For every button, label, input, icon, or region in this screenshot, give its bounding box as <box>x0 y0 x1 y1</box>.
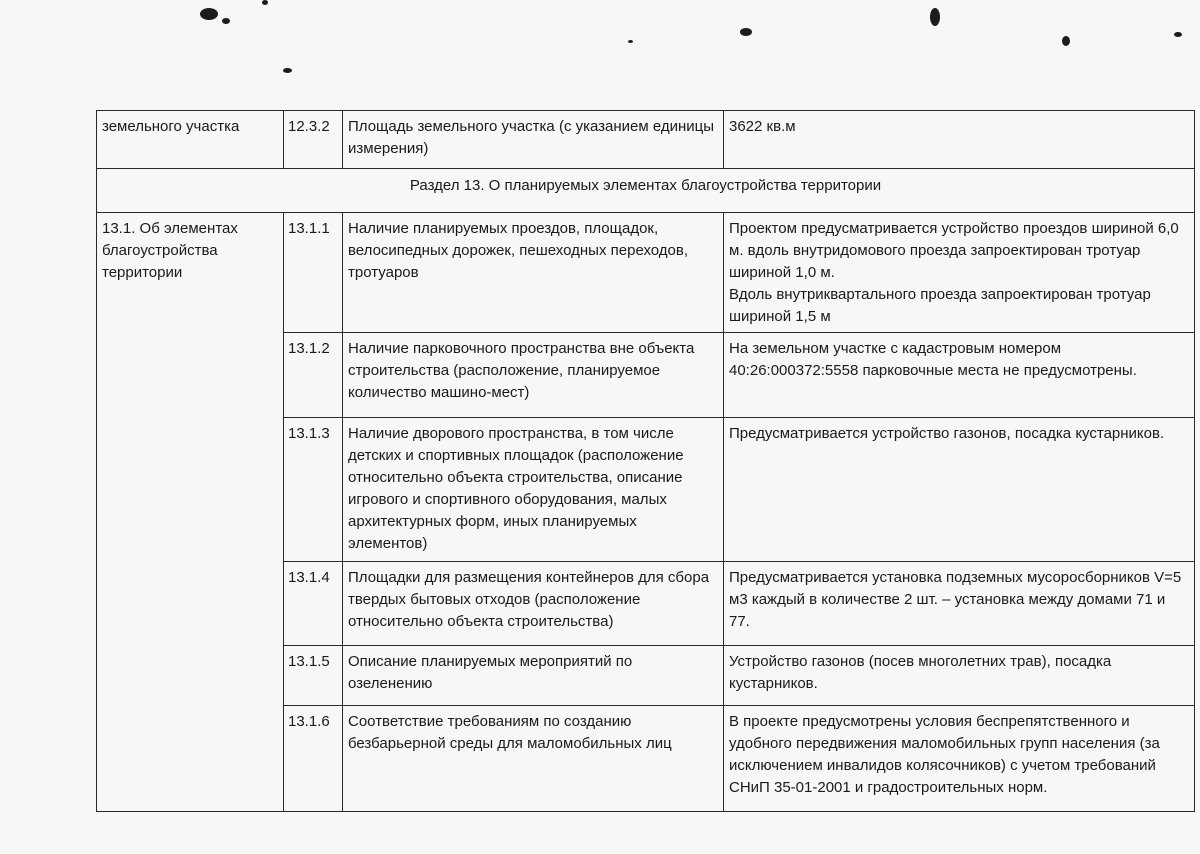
item-number: 13.1.5 <box>284 646 343 706</box>
item-description: Наличие парковочного пространства вне объекта строительства (расположение, планируемое количество машино-мест) <box>343 333 724 418</box>
item-number: 13.1.1 <box>284 213 343 333</box>
item-value: Проектом предусматривается устройство проездов шириной 6,0 м. вдоль внутридомового проезда запроектирован тротуар шириной 1,0 м. Вдоль внутриквартального проезда запроектирован тротуар шириной 1,5 м <box>724 213 1195 333</box>
item-description: Площадь земельного участка (с указанием единицы измерения) <box>343 111 724 169</box>
item-description: Соответствие требованиям по созданию безбарьерной среды для маломобильных лиц <box>343 706 724 812</box>
scan-speck <box>1174 32 1182 37</box>
item-number: 13.1.4 <box>284 562 343 646</box>
group-label: 13.1. Об элементах благоустройства территории <box>97 213 284 812</box>
item-description: Описание планируемых мероприятий по озеленению <box>343 646 724 706</box>
table-row <box>97 213 1195 333</box>
item-number: 13.1.2 <box>284 333 343 418</box>
scan-speck <box>628 40 633 43</box>
item-description: Площадки для размещения контейнеров для сбора твердых бытовых отходов (расположение относительно объекта строительства) <box>343 562 724 646</box>
scan-speck <box>740 28 752 36</box>
item-value: 3622 кв.м <box>724 111 1195 169</box>
scan-speck <box>200 8 218 20</box>
item-value: В проекте предусмотрены условия беспрепятственного и удобного передвижения маломобильных групп населения (за исключением инвалидов колясочников) с учетом требований СНиП 35-01-2001 и градостроительных норм. <box>724 706 1195 812</box>
scan-speck <box>222 18 230 24</box>
table-row <box>97 111 1195 169</box>
item-description: Наличие планируемых проездов, площадок, велосипедных дорожек, пешеходных переходов, тротуаров <box>343 213 724 333</box>
scan-speck <box>283 68 292 73</box>
scan-speck <box>930 8 940 26</box>
item-description: Наличие дворового пространства, в том числе детских и спортивных площадок (расположение относительно объекта строительства, описание игрового и спортивного оборудования, малых архитектурных форм, иных планируемых элементов) <box>343 418 724 562</box>
scan-speck <box>262 0 268 5</box>
item-number: 13.1.6 <box>284 706 343 812</box>
item-value: Устройство газонов (посев многолетних трав), посадка кустарников. <box>724 646 1195 706</box>
section-title: Раздел 13. О планируемых элементах благоустройства территории <box>97 169 1195 213</box>
group-cell: земельного участка <box>97 111 284 169</box>
scan-speck <box>1062 36 1070 46</box>
item-value: На земельном участке с кадастровым номером 40:26:000372:5558 парковочные места не предусмотрены. <box>724 333 1195 418</box>
section-row <box>97 169 1195 213</box>
item-value: Предусматривается устройство газонов, посадка кустарников. <box>724 418 1195 562</box>
item-number: 13.1.3 <box>284 418 343 562</box>
improvement-table <box>96 110 1195 812</box>
item-value: Предусматривается установка подземных мусоросборников V=5 м3 каждый в количестве 2 шт. – установка между домами 71 и 77. <box>724 562 1195 646</box>
item-number: 12.3.2 <box>284 111 343 169</box>
